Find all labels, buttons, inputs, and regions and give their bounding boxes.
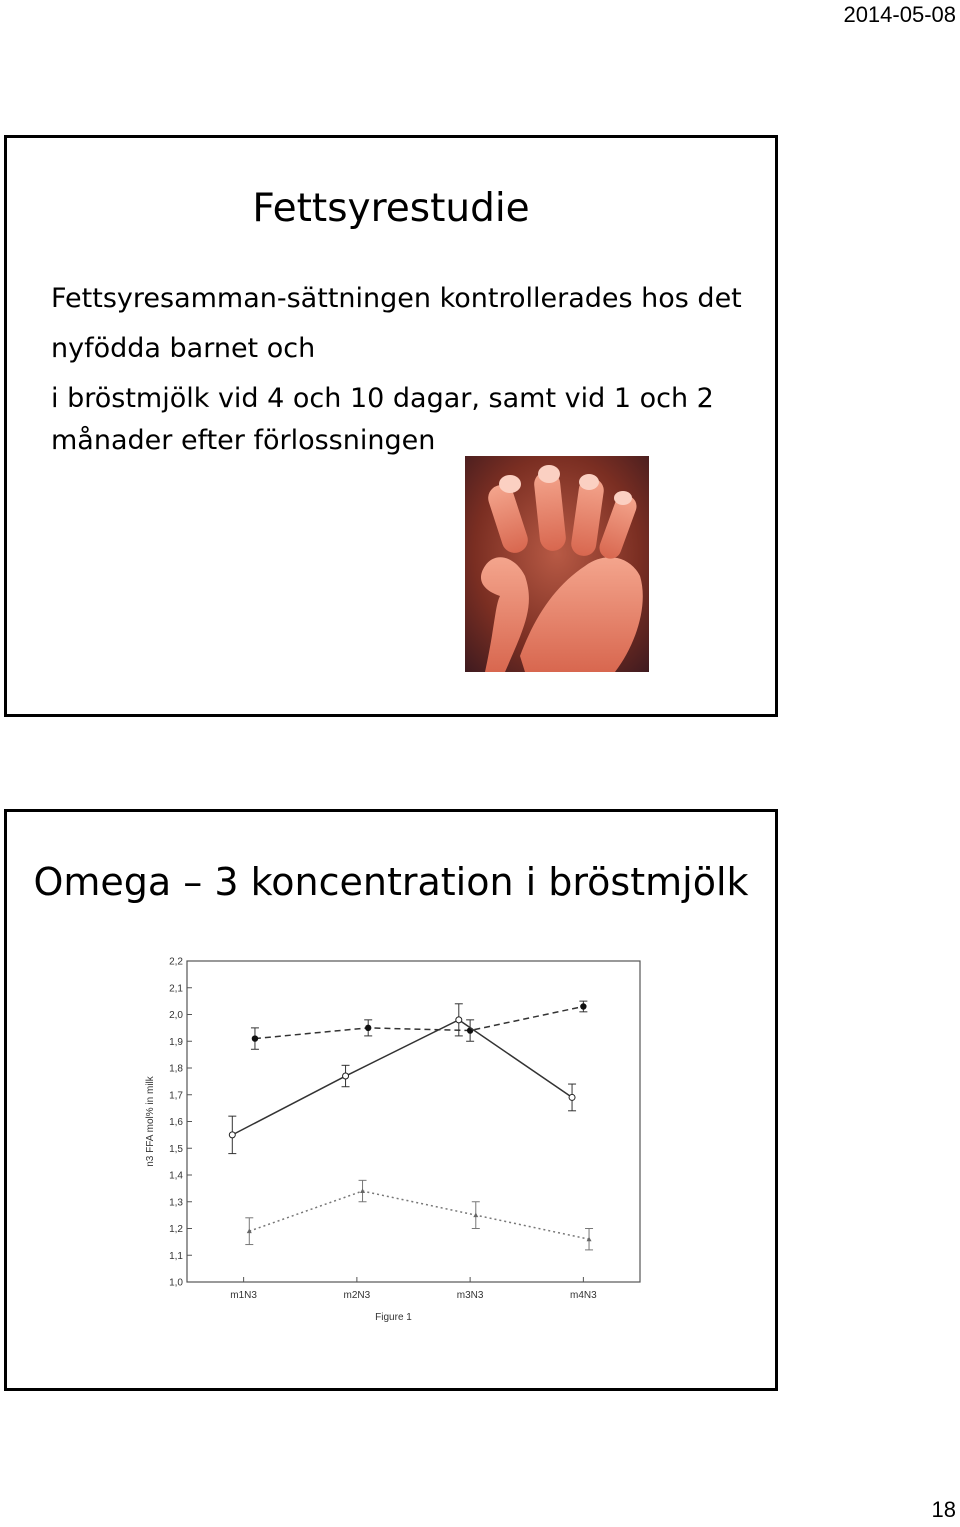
y-axis-label: n3 FFA mol% in milk [145, 1076, 156, 1167]
y-tick-label: 1,8 [169, 1063, 183, 1075]
y-tick-label: 1,0 [169, 1277, 183, 1289]
hand-icon [465, 456, 649, 672]
data-point [365, 1025, 371, 1031]
data-point [456, 1017, 462, 1023]
y-tick-label: 1,5 [169, 1143, 183, 1155]
series-3-line [249, 1191, 589, 1239]
y-tick-label: 1,3 [169, 1197, 183, 1209]
y-tick-label: 1,6 [169, 1117, 183, 1128]
y-tick-label: 2,0 [169, 1010, 183, 1021]
chart-svg [135, 946, 653, 1334]
x-axis-label: Figure 1 [375, 1312, 412, 1323]
paragraph-2: nyfödda barnet och [51, 333, 316, 364]
data-point [587, 1237, 592, 1242]
x-tick-label: m1N3 [230, 1290, 257, 1301]
page-date: 2014-05-08 [843, 2, 956, 27]
data-point [343, 1073, 349, 1079]
data-point [473, 1213, 478, 1218]
slide-title: Omega – 3 koncentration i bröstmjölk [33, 860, 749, 904]
series-1-line [255, 1006, 583, 1038]
y-tick-label: 1,7 [169, 1090, 183, 1102]
x-tick-label: m3N3 [456, 1290, 484, 1301]
data-point [580, 1003, 586, 1009]
x-tick-label: m2N3 [343, 1290, 371, 1301]
plot-frame [187, 961, 640, 1282]
y-tick-label: 2,2 [169, 956, 183, 968]
y-tick-label: 2,1 [169, 983, 183, 995]
slide-omega3 [4, 809, 778, 1391]
slide-fettsyrestudie [4, 135, 778, 717]
omega3-chart [135, 946, 653, 1334]
slide-body [51, 278, 751, 470]
data-point [252, 1035, 258, 1041]
paragraph-1: Fettsyresamman-sättningen kontrollerades hos det [51, 283, 742, 314]
infant-hand-photo [465, 456, 649, 672]
x-tick-label: m4N3 [570, 1290, 597, 1301]
series-2-line [232, 1020, 572, 1135]
y-tick-label: 1,1 [169, 1250, 183, 1262]
y-tick-label: 1,9 [169, 1036, 183, 1048]
data-point [569, 1094, 575, 1100]
page-number: 18 [931, 1497, 956, 1522]
slide-title: Fettsyrestudie [252, 186, 530, 231]
y-tick-label: 1,4 [169, 1170, 183, 1182]
data-point [229, 1132, 235, 1138]
y-tick-label: 1,2 [169, 1224, 183, 1235]
paragraph-3: i bröstmjölk vid 4 och 10 dagar, samt vid 1 och 2 månader efter förlossningen [51, 383, 714, 456]
